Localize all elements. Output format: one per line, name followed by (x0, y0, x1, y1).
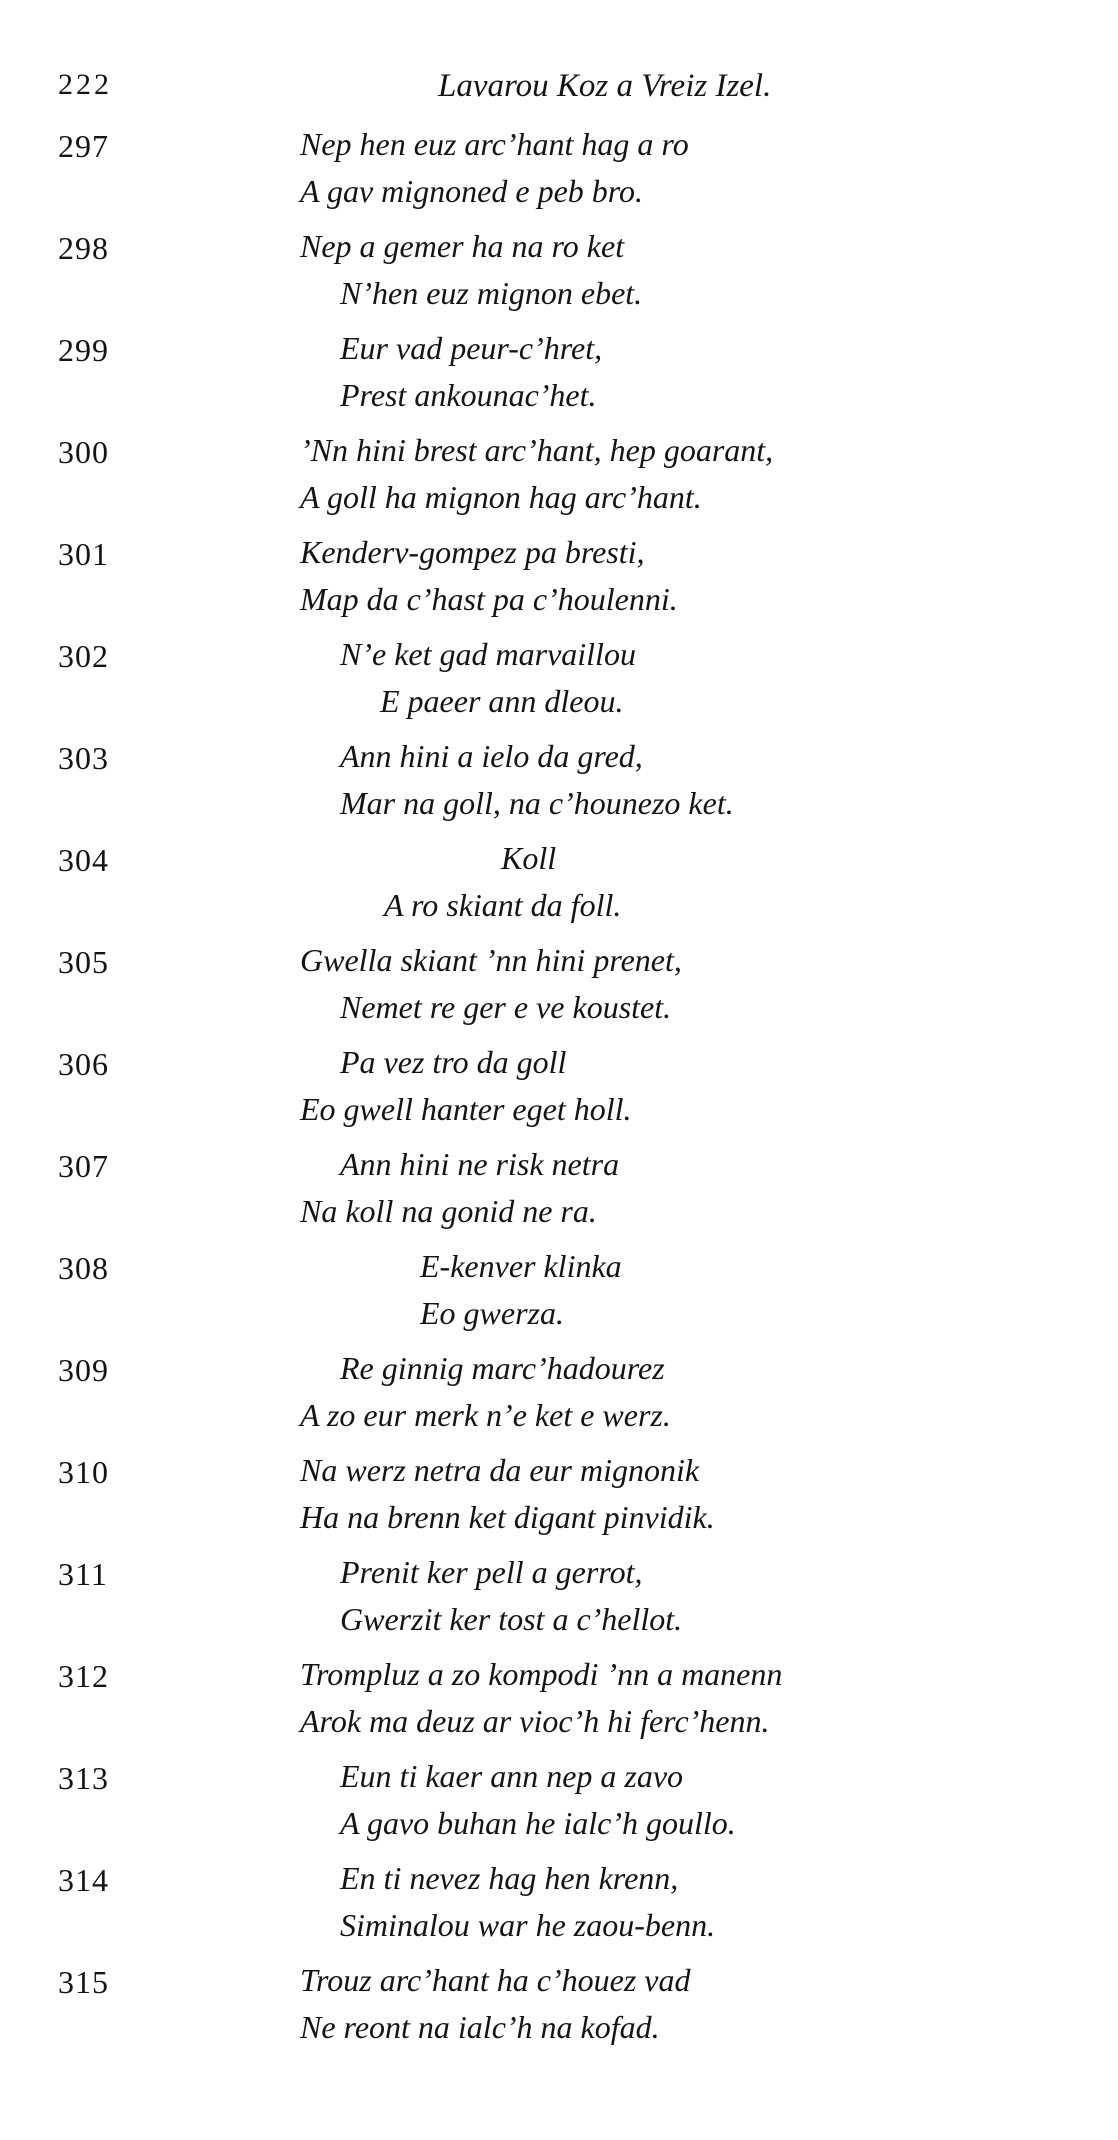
proverb-line: A gavo buhan he ialc’h goullo. (340, 1805, 736, 1841)
page-number: 222 (58, 68, 112, 101)
proverb-entry (58, 122, 1058, 224)
page-header (58, 68, 1058, 118)
proverb-line: Siminalou war he zaou-benn. (340, 1907, 716, 1943)
proverb-number: 308 (58, 1250, 109, 1286)
proverb-line: Pa vez tro da goll (340, 1044, 567, 1080)
proverb-number: 303 (58, 740, 109, 776)
proverb-entry (58, 1448, 1058, 1550)
proverb-line: Nemet re ger e ve koustet. (340, 989, 672, 1025)
proverb-line: Eur vad peur-c’hret, (340, 330, 603, 366)
proverb-entry (58, 1142, 1058, 1244)
proverb-line: Gwerzit ker tost a c’hellot. (340, 1601, 683, 1637)
proverb-line: Mar na goll, na c’hounezo ket. (340, 785, 734, 821)
proverb-line: Eo gwerza. (420, 1295, 564, 1331)
proverb-line: N’e ket gad marvaillou (340, 636, 636, 672)
running-title: Lavarou Koz a Vreiz Izel. (438, 68, 772, 104)
proverb-line: ’Nn hini brest arc’hant, hep goarant, (300, 432, 774, 468)
proverb-line: Prest ankounac’het. (340, 377, 597, 413)
proverb-number: 314 (58, 1862, 109, 1898)
proverb-line: A zo eur merk n’e ket e werz. (300, 1397, 671, 1433)
proverb-entry (58, 530, 1058, 632)
proverb-line: Gwella skiant ’nn hini prenet, (300, 942, 682, 978)
proverb-number: 311 (58, 1556, 108, 1592)
proverb-line: Trouz arc’hant ha c’houez vad (300, 1962, 691, 1998)
proverb-line: A goll ha mignon hag arc’hant. (300, 479, 702, 515)
proverb-line: Arok ma deuz ar vioc’h hi ferc’henn. (300, 1703, 770, 1739)
proverb-number: 309 (58, 1352, 109, 1388)
proverb-line: Map da c’hast pa c’houlenni. (300, 581, 678, 617)
proverb-number: 307 (58, 1148, 109, 1184)
proverb-line: Trompluz a zo kompodi ’nn a manenn (300, 1656, 783, 1692)
proverb-entry (58, 1856, 1058, 1958)
proverb-number: 304 (58, 842, 109, 878)
proverb-line: Ann hini ne risk netra (340, 1146, 620, 1182)
proverb-line: Na werz netra da eur mignonik (300, 1452, 700, 1488)
proverb-entry (58, 1754, 1058, 1856)
proverb-number: 315 (58, 1964, 109, 2000)
proverb-entry (58, 938, 1058, 1040)
proverb-number: 306 (58, 1046, 109, 1082)
proverb-entry (58, 632, 1058, 734)
proverb-number: 312 (58, 1658, 109, 1694)
proverb-line: Koll (501, 840, 557, 876)
proverb-entry (58, 428, 1058, 530)
proverb-number: 313 (58, 1760, 109, 1796)
proverb-entry (58, 326, 1058, 428)
proverb-number: 302 (58, 638, 109, 674)
proverb-number: 310 (58, 1454, 109, 1490)
proverb-number: 301 (58, 536, 109, 572)
proverb-line: Eo gwell hanter eget holl. (300, 1091, 632, 1127)
proverb-entry (58, 1040, 1058, 1142)
proverb-number: 299 (58, 332, 109, 368)
proverb-entry (58, 734, 1058, 836)
proverb-entry (58, 1346, 1058, 1448)
proverb-line: Nep hen euz arc’hant hag a ro (300, 126, 689, 162)
proverb-line: Kenderv-gompez pa bresti, (300, 534, 645, 570)
proverb-line: A gav mignoned e peb bro. (300, 173, 644, 209)
proverb-entry (58, 1958, 1058, 2060)
proverb-number: 297 (58, 128, 109, 164)
proverb-line: N’hen euz mignon ebet. (340, 275, 643, 311)
proverb-line: Eun ti kaer ann nep a zavo (340, 1758, 684, 1794)
proverb-line: Re ginnig marc’hadourez (340, 1350, 665, 1386)
proverb-number: 298 (58, 230, 109, 266)
proverb-line: En ti nevez hag hen krenn, (340, 1860, 679, 1896)
proverb-entry (58, 1550, 1058, 1652)
proverb-line: A ro skiant da foll. (384, 887, 622, 923)
proverb-line: Prenit ker pell a gerrot, (340, 1554, 643, 1590)
proverb-entry (58, 1652, 1058, 1754)
proverb-number: 300 (58, 434, 109, 470)
proverb-number: 305 (58, 944, 109, 980)
proverb-entry (58, 1244, 1058, 1346)
proverb-list (58, 122, 1058, 2060)
proverb-line: Ne reont na ialc’h na kofad. (300, 2009, 660, 2045)
proverb-line: Na koll na gonid ne ra. (300, 1193, 597, 1229)
proverb-entry (58, 836, 1058, 938)
proverb-line: Ann hini a ielo da gred, (340, 738, 643, 774)
proverb-entry (58, 224, 1058, 326)
proverb-line: Ha na brenn ket digant pinvidik. (300, 1499, 715, 1535)
proverb-line: E paeer ann dleou. (380, 683, 624, 719)
proverb-line: E-kenver klinka (420, 1248, 622, 1284)
proverb-line: Nep a gemer ha na ro ket (300, 228, 625, 264)
